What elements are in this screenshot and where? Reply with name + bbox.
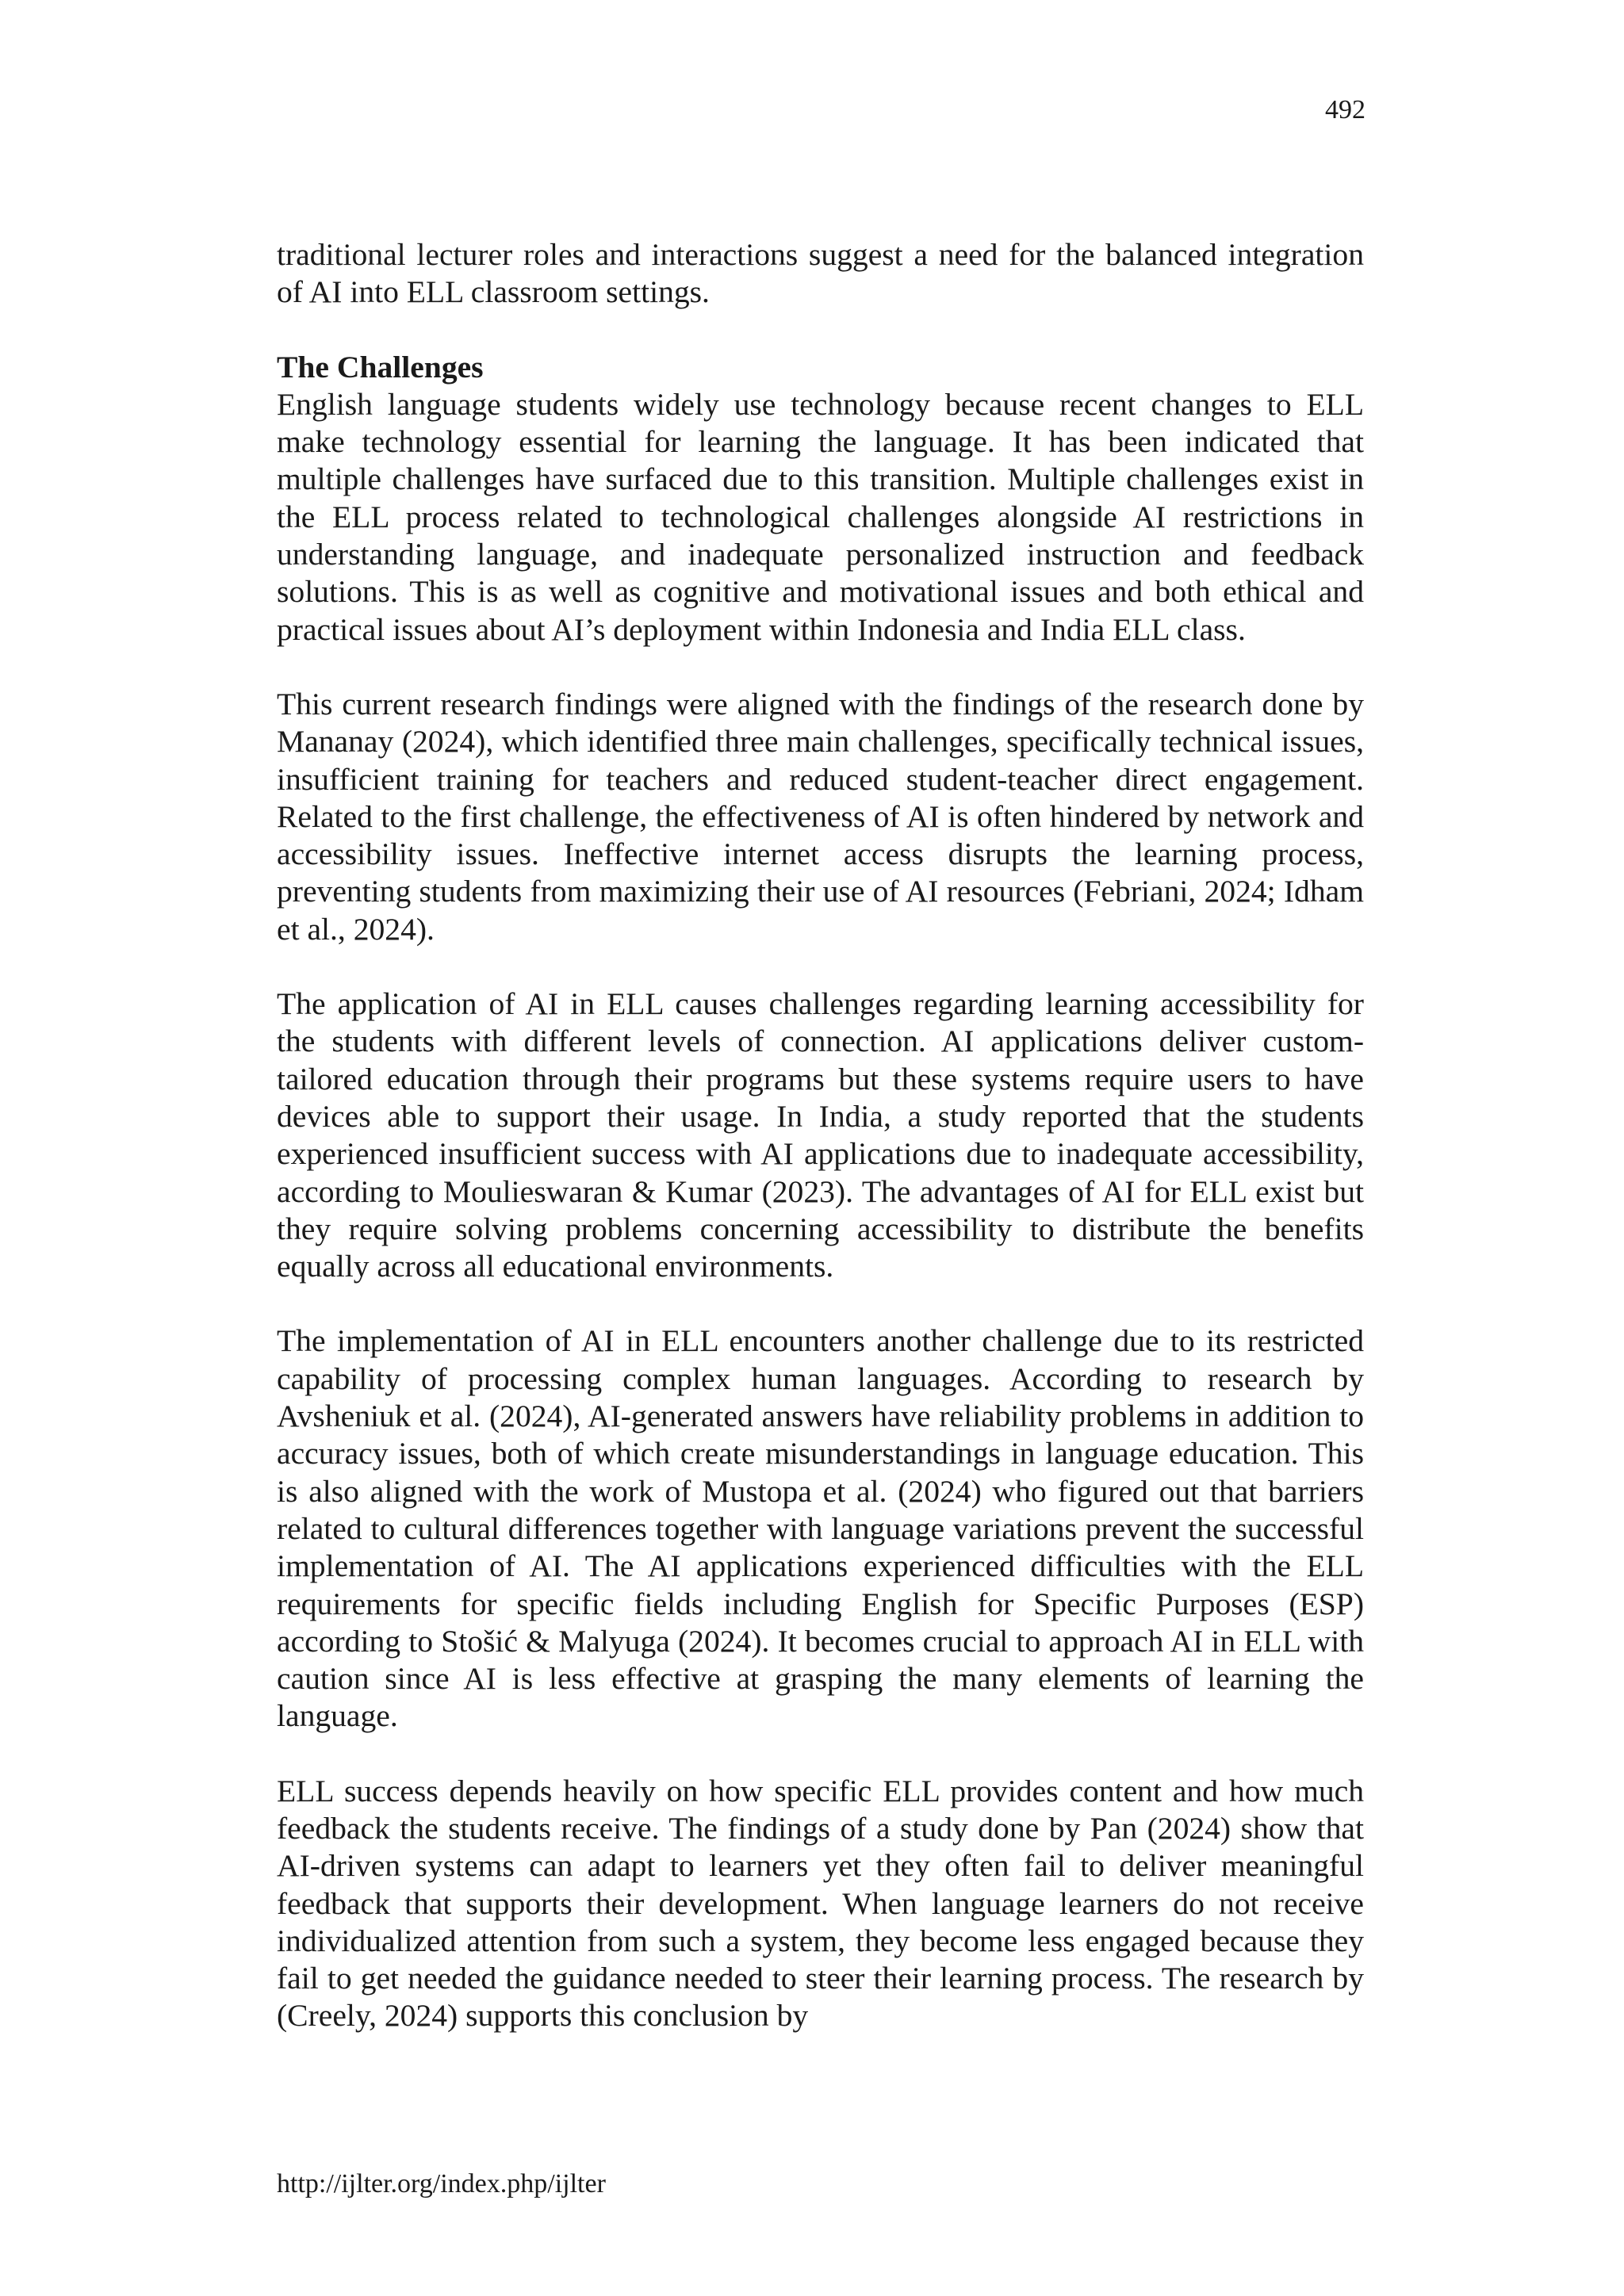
paragraph-continuation: traditional lecturer roles and interactions suggest a need for the balanced integration of AI into ELL classroom settings.: [277, 237, 1364, 310]
paragraph: English language students widely use technology because recent changes to ELL make technology essential for learning the language. It has been indicated that multiple challenges have surfaced due to this transition. Multiple challenges exist in the ELL process related to technological challenges alongside AI restrictions in understanding language, and inadequate personalized instruction and feedback solutions. This is as well as cognitive and motivational issues and both ethical and practical issues about AI’s deployment within Indonesia and India ELL class.: [277, 386, 1364, 647]
paragraph: ELL success depends heavily on how specific ELL provides content and how much feedback the students receive. The findings of a study done by Pan (2024) show that AI-driven systems can adapt to learners yet they often fail to deliver meaningful feedback that supports their development. When language learners do not receive individualized attention from such a system, they become less engaged because they fail to get needed the guidance needed to steer their learning process. The research by (Creely, 2024) supports this conclusion by: [277, 1773, 1364, 2034]
paragraph: The implementation of AI in ELL encounters another challenge due to its restricted capability of processing complex human languages. According to research by Avsheniuk et al. (2024), AI-generated answers have reliability problems in addition to accuracy issues, both of which create misunderstandings in language education. This is also aligned with the work of Mustopa et al. (2024) who figured out that barriers related to cultural differences together with language variations prevent the successful implementation of AI. The AI applications experienced difficulties with the ELL requirements for specific fields including English for Specific Purposes (ESP) according to Stošić & Malyuga (2024). It becomes crucial to approach AI in ELL with caution since AI is less effective at grasping the many elements of learning the language.: [277, 1323, 1364, 1734]
footer-url: http://ijlter.org/index.php/ijlter: [277, 2169, 606, 2198]
paragraph: The application of AI in ELL causes challenges regarding learning accessibility for the students with different levels of connection. AI applications deliver custom-tailored education through their programs but these systems require users to have devices able to support their usage. In India, a study reported that the students experienced insufficient success with AI applications due to inadequate accessibility, according to Moulieswaran & Kumar (2023). The advantages of AI for ELL exist but they require solving problems concerning accessibility to distribute the benefits equally across all educational environments.: [277, 986, 1364, 1284]
paragraph: This current research findings were aligned with the findings of the research done by Mananay (2024), which identified three main challenges, specifically technical issues, insufficient training for teachers and reduced student-teacher direct engagement. Related to the first challenge, the effectiveness of AI is often hindered by network and accessibility issues. Ineffective internet access disrupts the learning process, preventing students from maximizing their use of AI resources (Febriani, 2024; Idham et al., 2024).: [277, 686, 1364, 947]
section-heading: The Challenges: [277, 349, 484, 385]
page-number: 492: [1325, 95, 1365, 124]
article-body: [277, 236, 1364, 2072]
